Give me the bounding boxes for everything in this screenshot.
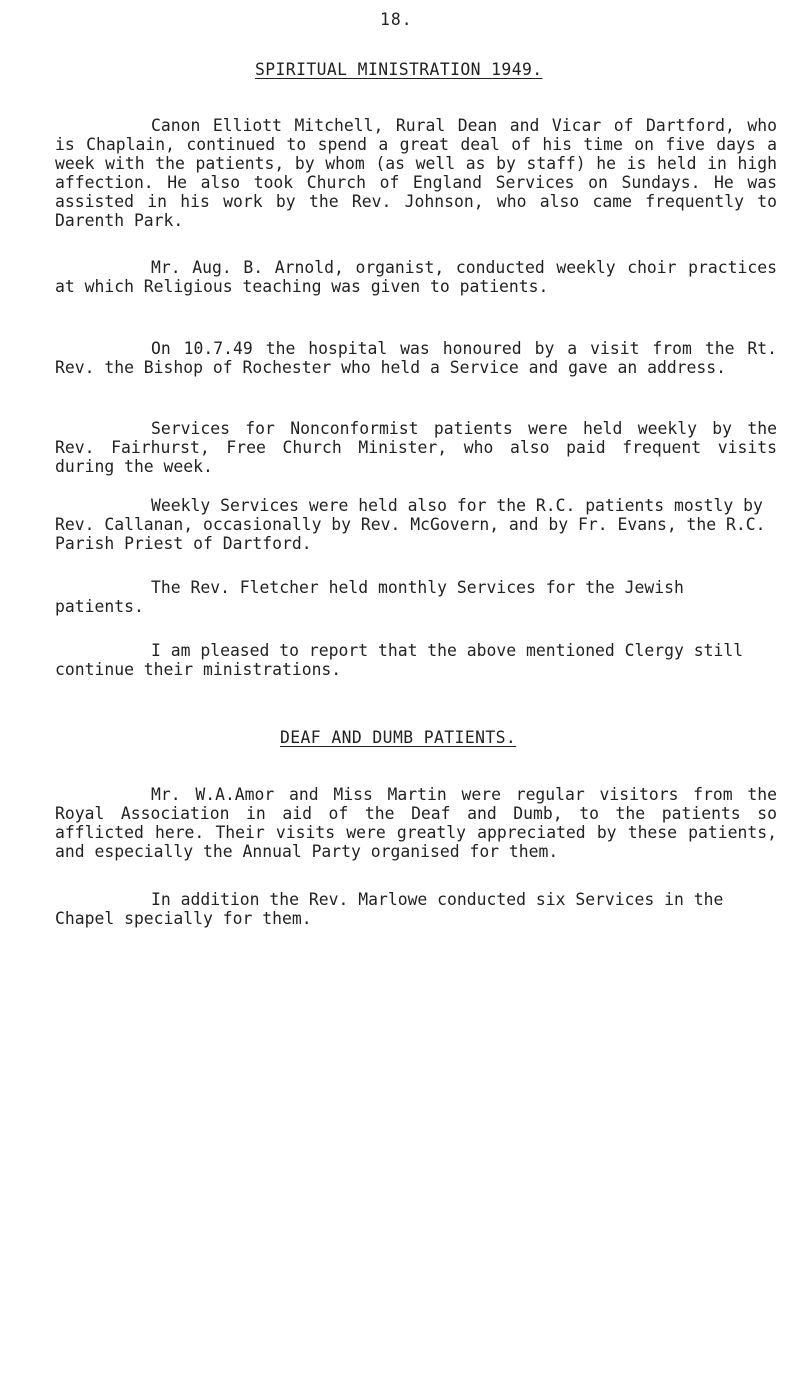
section-heading-spiritual: SPIRITUAL MINISTRATION 1949. [255,60,543,79]
paragraph: I am pleased to report that the above mentioned Clergy still continue their ministrations. [55,641,744,679]
paragraph: Mr. W.A.Amor and Miss Martin were regular visitors from the Royal Association in aid of the Deaf and Dumb, to the patients so afflicted here. Their visits were greatly appreciated by these patients, and especially the Annual Party organised for them. [55,785,777,861]
paragraph: In addition the Rev. Marlowe conducted six Services in the Chapel specially for them. [55,890,724,928]
paragraph: Mr. Aug. B. Arnold, organist, conducted weekly choir practices at which Religious teaching was given to patients. [55,258,777,296]
page-number: 18. [380,10,413,29]
paragraph: The Rev. Fletcher held monthly Services for the Jewish patients. [55,578,684,616]
section-heading-deaf-dumb: DEAF AND DUMB PATIENTS. [280,728,517,747]
paragraph: On 10.7.49 the hospital was honoured by a visit from the Rt. Rev. the Bishop of Rochester who held a Service and gave an address. [55,339,777,377]
paragraph: Services for Nonconformist patients were held weekly by the Rev. Fairhurst, Free Church Minister, who also paid frequent visits during the week. [55,419,777,476]
paragraph: Weekly Services were held also for the R.C. patients mostly by Rev. Callanan, occasionally by Rev. McGovern, and by Fr. Evans, the R.C. Parish Priest of Dartford. [55,496,766,553]
paragraph: Canon Elliott Mitchell, Rural Dean and Vicar of Dartford, who is Chaplain, continued to spend a great deal of his time on five days a week with the patients, by whom (as well as by staff) he is held in high affection. He also took Church of England Services on Sundays. He was assisted in his work by the Rev. Johnson, who also came frequently to Darenth Park. [55,116,777,230]
